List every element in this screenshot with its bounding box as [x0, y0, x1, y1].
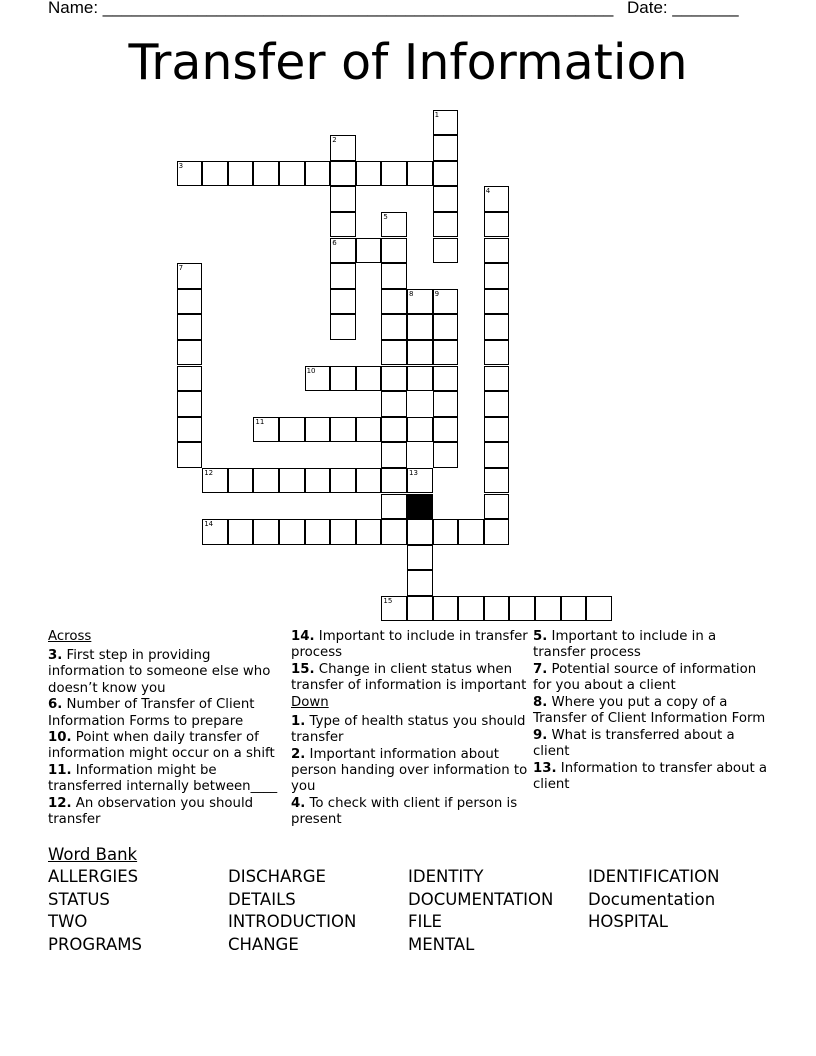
- crossword-cell[interactable]: [356, 238, 382, 264]
- crossword-cell[interactable]: [433, 161, 459, 187]
- crossword-cell[interactable]: [433, 596, 459, 622]
- crossword-cell[interactable]: [381, 442, 407, 468]
- clue-text: Potential source of information for you about a client: [533, 661, 757, 694]
- crossword-cell[interactable]: [330, 161, 356, 187]
- crossword-cell[interactable]: [202, 468, 228, 494]
- crossword-cell[interactable]: [279, 417, 305, 443]
- crossword-cell[interactable]: [330, 263, 356, 289]
- crossword-cell[interactable]: [458, 519, 484, 545]
- word-bank-item: Documentation: [588, 889, 716, 909]
- crossword-cell[interactable]: [484, 519, 510, 545]
- clue-text: Important information about person handing over information to you: [291, 746, 528, 795]
- crossword-cell[interactable]: [407, 596, 433, 622]
- crossword-cell[interactable]: [407, 161, 433, 187]
- clue-number: 13: [409, 468, 418, 477]
- clue-number-label: 3.: [48, 648, 63, 664]
- crossword-cell[interactable]: [484, 366, 510, 392]
- down-clue: [533, 728, 771, 760]
- crossword-cell[interactable]: [407, 314, 433, 340]
- crossword-cell[interactable]: [484, 417, 510, 443]
- down-clue: [291, 714, 529, 746]
- crossword-cell[interactable]: [433, 110, 459, 136]
- down-clue: [533, 629, 771, 661]
- crossword-cell[interactable]: [458, 596, 484, 622]
- crossword-cell[interactable]: [177, 340, 203, 366]
- across-clue: [48, 648, 286, 697]
- clue-number: 14: [204, 520, 214, 529]
- crossword-cell[interactable]: [305, 161, 331, 187]
- crossword-cell[interactable]: [305, 366, 331, 392]
- crossword-cell[interactable]: [484, 238, 510, 264]
- crossword-cell[interactable]: [381, 391, 407, 417]
- clue-number: 2: [332, 136, 337, 145]
- word-bank-item: DOCUMENTATION: [408, 889, 554, 909]
- crossword-cell[interactable]: [433, 135, 459, 161]
- across-clue: [48, 763, 286, 795]
- down-heading: Down: [291, 694, 329, 710]
- crossword-cell[interactable]: [279, 161, 305, 187]
- clue-number: 8: [409, 289, 414, 298]
- crossword-cell[interactable]: [381, 212, 407, 238]
- crossword-cell[interactable]: [381, 289, 407, 315]
- blocked-cell: [407, 494, 433, 520]
- crossword-cell[interactable]: [433, 314, 459, 340]
- crossword-cell[interactable]: [381, 314, 407, 340]
- crossword-cell[interactable]: [177, 442, 203, 468]
- crossword-cell[interactable]: [330, 519, 356, 545]
- crossword-cell[interactable]: [330, 212, 356, 238]
- crossword-cell[interactable]: [177, 263, 203, 289]
- crossword-cell[interactable]: [433, 212, 459, 238]
- crossword-cell[interactable]: [356, 417, 382, 443]
- clue-number: 7: [178, 264, 184, 273]
- clue-text: To check with client if person is present: [291, 796, 518, 828]
- crossword-cell[interactable]: [305, 519, 331, 545]
- clue-number-label: 5.: [533, 629, 548, 644]
- crossword-cell[interactable]: [433, 391, 459, 417]
- clue-text: Number of Transfer of Client Information Forms to prepare: [48, 697, 255, 729]
- crossword-cell[interactable]: [330, 314, 356, 340]
- clue-number: 5: [383, 212, 388, 221]
- down-clue: [291, 747, 529, 796]
- clue-number-label: 12.: [48, 796, 72, 812]
- word-bank-item: INTRODUCTION: [228, 912, 357, 932]
- clue-text: Change in client status when transfer of information is important: [291, 661, 527, 694]
- crossword-cell[interactable]: [279, 468, 305, 494]
- crossword-cell[interactable]: [535, 596, 561, 622]
- crossword-cell[interactable]: [484, 494, 510, 520]
- clue-text: An observation you should transfer: [48, 796, 254, 828]
- clue-number: 11: [255, 417, 265, 426]
- crossword-cell[interactable]: [381, 161, 407, 187]
- clue-number-label: 2.: [291, 746, 306, 762]
- word-bank-item: TWO: [48, 912, 88, 932]
- clue-number: 9: [434, 289, 440, 298]
- crossword-cell[interactable]: [484, 442, 510, 468]
- crossword-cell[interactable]: [484, 289, 510, 315]
- clue-number-label: 9.: [533, 727, 548, 743]
- crossword-cell[interactable]: [433, 519, 459, 545]
- crossword-cell[interactable]: [356, 366, 382, 392]
- clue-number-label: 15.: [291, 661, 315, 677]
- crossword-cell[interactable]: [407, 570, 433, 596]
- crossword-cell[interactable]: [484, 263, 510, 289]
- across-heading: Across: [48, 629, 92, 644]
- word-bank-item: MENTAL: [408, 935, 475, 955]
- clue-text: What is transferred about a client: [533, 727, 735, 759]
- crossword-cell[interactable]: [484, 596, 510, 622]
- crossword-cell[interactable]: [356, 161, 382, 187]
- crossword-cell[interactable]: [484, 212, 510, 238]
- crossword-cell[interactable]: [356, 468, 382, 494]
- crossword-cell[interactable]: [407, 289, 433, 315]
- across-clue: [291, 662, 529, 694]
- clue-number: 6: [332, 238, 337, 247]
- crossword-cell[interactable]: [279, 519, 305, 545]
- word-bank-item: STATUS: [48, 889, 110, 909]
- crossword-cell[interactable]: [561, 596, 587, 622]
- clue-text: Information to transfer about a client: [533, 760, 768, 792]
- crossword-cell[interactable]: [381, 417, 407, 443]
- crossword-cell[interactable]: [484, 186, 510, 212]
- clues-column-3: [533, 629, 771, 794]
- crossword-cell[interactable]: [381, 340, 407, 366]
- crossword-cell[interactable]: [202, 161, 228, 187]
- crossword-cell[interactable]: [433, 238, 459, 264]
- crossword-cell[interactable]: [484, 314, 510, 340]
- across-clue: [48, 730, 286, 762]
- clue-number: 15: [383, 596, 393, 605]
- across-clue: [48, 796, 286, 828]
- clue-number-label: 6.: [48, 697, 63, 713]
- clue-number: 4: [485, 187, 491, 196]
- name-field-label: Name: ______________________________________________________: [48, 0, 614, 17]
- crossword-cell[interactable]: [433, 417, 459, 443]
- clue-number-label: 8.: [533, 694, 548, 710]
- word-bank-item: IDENTITY: [408, 867, 484, 886]
- page-title: Transfer of Information: [128, 34, 688, 91]
- crossword-cell[interactable]: [356, 519, 382, 545]
- crossword-cell[interactable]: [330, 417, 356, 443]
- date-field-label: Date: _______: [627, 0, 739, 17]
- clue-text: Important to include in transfer process: [291, 629, 528, 661]
- crossword-cell[interactable]: [177, 417, 203, 443]
- crossword-cell[interactable]: [484, 391, 510, 417]
- clue-number: 12: [204, 468, 214, 477]
- clue-text: First step in providing information to someone else who doesn’t know you: [48, 648, 271, 696]
- crossword-cell[interactable]: [330, 238, 356, 264]
- word-bank-item: ALLERGIES: [48, 867, 139, 886]
- crossword-cell[interactable]: [407, 366, 433, 392]
- across-clue: [48, 697, 286, 729]
- crossword-cell[interactable]: [381, 519, 407, 545]
- clue-number-label: 10.: [48, 730, 72, 746]
- crossword-cell[interactable]: [228, 161, 254, 187]
- clue-number-label: 4.: [291, 796, 306, 812]
- word-bank-item: IDENTIFICATION: [588, 867, 720, 886]
- crossword-cell[interactable]: [509, 596, 535, 622]
- word-bank-item: DETAILS: [228, 889, 296, 909]
- crossword-cell[interactable]: [330, 135, 356, 161]
- clue-text: Important to include in a transfer process: [533, 629, 717, 661]
- crossword-cell[interactable]: [202, 519, 228, 545]
- down-clue: [291, 796, 529, 828]
- crossword-cell[interactable]: [484, 468, 510, 494]
- clue-number: 10: [306, 366, 316, 375]
- crossword-cell[interactable]: [177, 314, 203, 340]
- crossword-cell[interactable]: [177, 289, 203, 315]
- crossword-cell[interactable]: [407, 545, 433, 571]
- word-bank-item: DISCHARGE: [228, 867, 326, 886]
- crossword-cell[interactable]: [407, 340, 433, 366]
- crossword-cell[interactable]: [228, 468, 254, 494]
- crossword-cell[interactable]: [177, 161, 203, 187]
- down-clue: [533, 662, 771, 694]
- crossword-cell[interactable]: [586, 596, 612, 622]
- down-clue: [533, 695, 771, 727]
- crossword-cell[interactable]: [330, 468, 356, 494]
- clues-column-1: [48, 629, 286, 829]
- crossword-cell[interactable]: [433, 289, 459, 315]
- word-bank-title: Word Bank: [48, 845, 138, 864]
- word-bank-item: HOSPITAL: [588, 912, 668, 932]
- clue-text: Information might be transferred internally between____: [48, 763, 278, 795]
- crossword-cell[interactable]: [177, 366, 203, 392]
- crossword-cell[interactable]: [330, 186, 356, 212]
- clue-text: Type of health status you should transfer: [291, 714, 526, 746]
- crossword-cell[interactable]: [253, 161, 279, 187]
- crossword-cell[interactable]: [381, 468, 407, 494]
- clue-number: 1: [434, 110, 440, 119]
- crossword-cell[interactable]: [253, 519, 279, 545]
- word-bank-item: FILE: [408, 912, 442, 932]
- across-clue: [291, 629, 529, 661]
- clues-column-2: [291, 629, 529, 829]
- crossword-cell[interactable]: [381, 238, 407, 264]
- crossword-cell[interactable]: [433, 186, 459, 212]
- crossword-cell[interactable]: [177, 391, 203, 417]
- clue-text: Point when daily transfer of information might occur on a shift: [48, 730, 275, 762]
- clue-number: 3: [178, 161, 184, 170]
- crossword-cell[interactable]: [407, 468, 433, 494]
- clue-number-label: 13.: [533, 760, 557, 776]
- crossword-cell[interactable]: [381, 596, 407, 622]
- crossword-cell[interactable]: [330, 289, 356, 315]
- clue-number-label: 7.: [533, 661, 548, 677]
- crossword-cell[interactable]: [228, 519, 254, 545]
- crossword-cell[interactable]: [305, 417, 331, 443]
- clue-text: Where you put a copy of a Transfer of Client Information Form: [533, 694, 766, 727]
- clue-number-label: 14.: [291, 629, 315, 644]
- crossword-cell[interactable]: [433, 366, 459, 392]
- crossword-cell[interactable]: [407, 417, 433, 443]
- word-bank-item: PROGRAMS: [48, 935, 142, 955]
- crossword-cell[interactable]: [381, 263, 407, 289]
- crossword-cell[interactable]: [484, 340, 510, 366]
- crossword-cell[interactable]: [407, 519, 433, 545]
- crossword-cell[interactable]: [433, 442, 459, 468]
- clue-number-label: 11.: [48, 763, 72, 779]
- crossword-cell[interactable]: [330, 366, 356, 392]
- crossword-cell[interactable]: [381, 494, 407, 520]
- crossword-cell[interactable]: [253, 417, 279, 443]
- crossword-cell[interactable]: [253, 468, 279, 494]
- crossword-cell[interactable]: [381, 366, 407, 392]
- crossword-cell[interactable]: [433, 340, 459, 366]
- clue-number-label: 1.: [291, 714, 306, 730]
- down-clue: [533, 761, 771, 793]
- word-bank-item: CHANGE: [228, 935, 299, 955]
- crossword-cell[interactable]: [305, 468, 331, 494]
